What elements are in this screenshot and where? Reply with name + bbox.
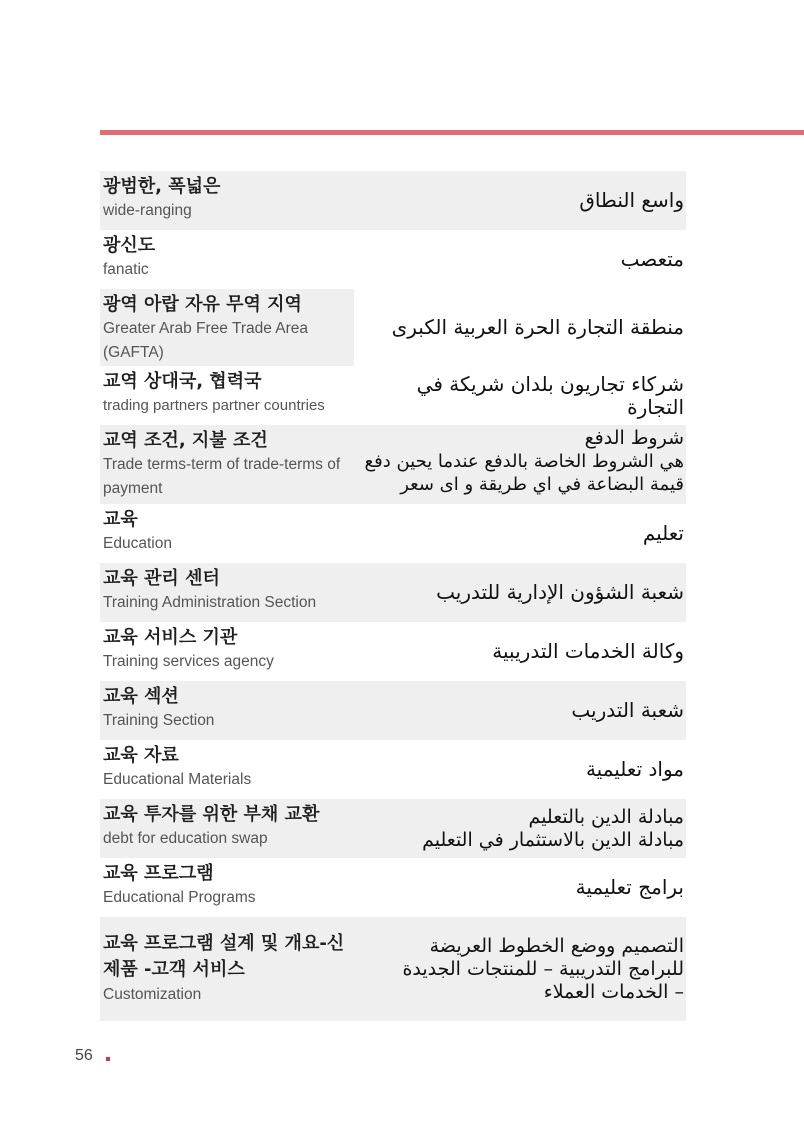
arabic-cell	[354, 230, 686, 289]
arabic-cell	[354, 563, 686, 622]
page-number: 56	[75, 1047, 93, 1064]
english-term: Greater Arab Free Trade Area (GAFTA)	[103, 320, 309, 361]
korean-term: 교육 프로그램	[103, 863, 214, 884]
arabic-cell	[354, 425, 686, 504]
english-term: Educational Materials	[103, 771, 252, 788]
english-term: Training Section	[103, 712, 215, 729]
arabic-cell	[354, 917, 686, 1021]
korean-term: 교육 자료	[103, 745, 179, 766]
table-row	[100, 917, 686, 1021]
english-term: Educational Programs	[103, 889, 256, 906]
term-cell	[100, 681, 354, 740]
korean-term: 교육 관리 센터	[103, 568, 220, 589]
table-row	[100, 230, 686, 289]
arabic-cell	[354, 740, 686, 799]
english-term: Training services agency	[103, 653, 274, 670]
korean-term: 교역 상대국, 협력국	[103, 371, 262, 392]
arabic-line: للبرامج التدريبية – للمنتجات الجديدة	[402, 958, 684, 980]
english-term: debt for education swap	[103, 830, 268, 847]
term-cell	[100, 740, 354, 799]
term-cell	[100, 858, 354, 917]
term-cell	[100, 171, 354, 230]
arabic-term: تعليم	[642, 521, 684, 545]
table-row	[100, 504, 686, 563]
arabic-line: شروط الدفع	[584, 427, 684, 449]
arabic-line: هي الشروط الخاصة بالدفع عندما يحين دفع	[364, 451, 684, 472]
korean-term: 교육 프로그램 설계 및 개요-신 제품 -고객 서비스	[103, 933, 345, 980]
english-term: trading partners partner countries	[103, 397, 325, 414]
table-row	[100, 858, 686, 917]
glossary-table	[100, 171, 686, 1021]
arabic-cell	[354, 799, 686, 858]
arabic-line: مبادلة الدين بالاستثمار في التعليم	[422, 828, 684, 851]
korean-term: 광역 아랍 자유 무역 지역	[103, 294, 302, 315]
page-marker-dot	[106, 1057, 110, 1061]
arabic-term: منطقة التجارة الحرة العربية الكبرى	[391, 315, 684, 339]
korean-term: 교육 섹션	[103, 686, 179, 707]
arabic-term: شعبة الشؤون الإدارية للتدريب	[436, 580, 684, 604]
arabic-term: شعبة التدريب	[571, 698, 684, 722]
arabic-term: مواد تعليمية	[585, 757, 684, 781]
arabic-term: شركاء تجاريون بلدان شريكة في التجارة	[416, 371, 684, 419]
arabic-cell	[354, 858, 686, 917]
term-cell	[100, 230, 354, 289]
arabic-term: واسع النطاق	[579, 188, 684, 212]
table-row	[100, 622, 686, 681]
table-row	[100, 171, 686, 230]
term-cell	[100, 366, 354, 425]
english-term: Training Administration Section	[103, 594, 317, 611]
table-row	[100, 289, 686, 366]
header-rule	[100, 130, 804, 135]
english-term: Customization	[103, 986, 202, 1003]
table-row	[100, 740, 686, 799]
arabic-cell	[354, 366, 686, 425]
arabic-cell	[354, 504, 686, 563]
arabic-line: قيمة البضاعة في اي طريقة و اى سعر	[400, 474, 684, 495]
table-row	[100, 563, 686, 622]
english-term: Education	[103, 535, 172, 552]
table-row	[100, 681, 686, 740]
korean-term: 교육 서비스 기관	[103, 627, 238, 648]
term-cell	[100, 425, 354, 504]
english-term: Trade terms-term of trade-terms of payment	[103, 456, 341, 497]
arabic-line: التصميم ووضع الخطوط العريضة	[429, 935, 684, 957]
korean-term: 광신도	[103, 235, 156, 256]
english-term: fanatic	[103, 261, 149, 278]
table-row	[100, 799, 686, 858]
arabic-term: وكالة الخدمات التدريبية	[492, 639, 684, 663]
korean-term: 교육	[103, 509, 138, 530]
arabic-cell	[354, 171, 686, 230]
arabic-term: برامج تعليمية	[575, 875, 684, 899]
korean-term: 교역 조건, 지불 조건	[103, 430, 268, 451]
korean-term: 광범한, 폭넓은	[103, 176, 221, 197]
table-row	[100, 425, 686, 504]
arabic-cell	[354, 681, 686, 740]
arabic-line: – الخدمات العملاء	[543, 981, 684, 1003]
english-term: wide-ranging	[103, 202, 192, 219]
arabic-cell	[354, 289, 686, 366]
korean-term: 교육 투자를 위한 부채 교환	[103, 804, 320, 825]
term-cell	[100, 917, 354, 1021]
term-cell	[100, 622, 354, 681]
term-cell	[100, 289, 354, 366]
arabic-term: متعصب	[620, 247, 684, 271]
term-cell	[100, 504, 354, 563]
term-cell	[100, 799, 354, 858]
arabic-line: مبادلة الدين بالتعليم	[528, 805, 684, 828]
arabic-cell	[354, 622, 686, 681]
term-cell	[100, 563, 354, 622]
table-row	[100, 366, 686, 425]
